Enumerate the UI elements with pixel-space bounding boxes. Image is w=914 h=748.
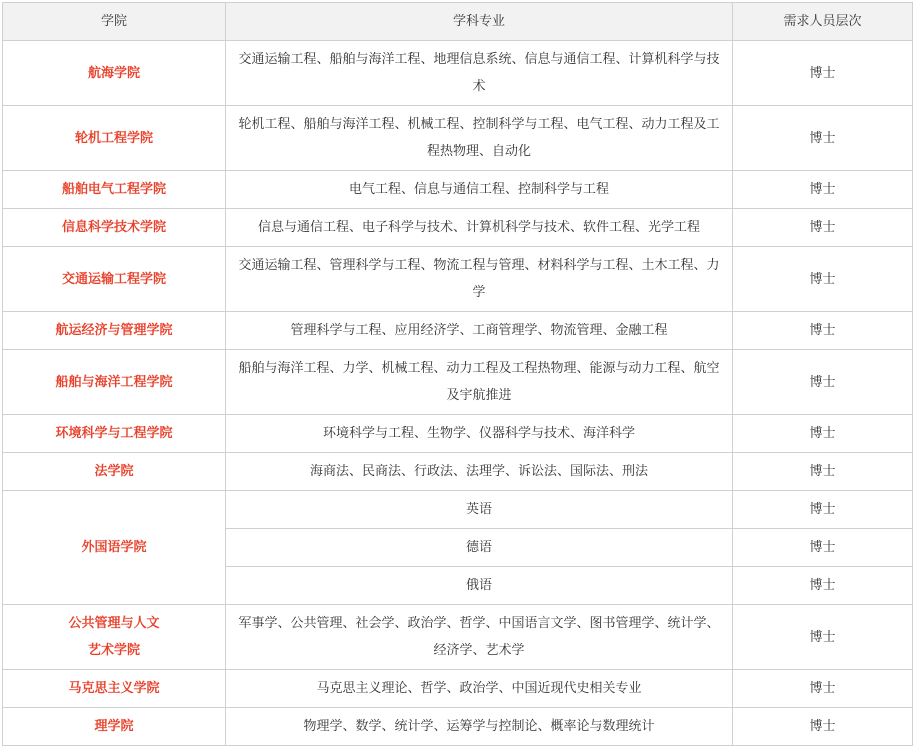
major-cell: 交通运输工程、船舶与海洋工程、地理信息系统、信息与通信工程、计算机科学与技术 xyxy=(226,41,733,106)
major-cell: 军事学、公共管理、社会学、政治学、哲学、中国语言文学、图书管理学、统计学、经济学、艺术学 xyxy=(226,605,733,670)
table-row xyxy=(3,312,913,350)
header-major: 学科专业 xyxy=(226,3,733,41)
level-cell: 博士 xyxy=(733,106,913,171)
recruitment-table xyxy=(2,2,913,746)
major-cell: 管理科学与工程、应用经济学、工商管理学、物流管理、金融工程 xyxy=(226,312,733,350)
college-cell: 航运经济与管理学院 xyxy=(3,312,226,350)
table-row xyxy=(3,171,913,209)
major-cell: 海商法、民商法、行政法、法理学、诉讼法、国际法、刑法 xyxy=(226,453,733,491)
college-cell: 交通运输工程学院 xyxy=(3,247,226,312)
level-cell: 博士 xyxy=(733,209,913,247)
table-row xyxy=(3,453,913,491)
level-cell: 博士 xyxy=(733,312,913,350)
college-cell xyxy=(3,605,226,670)
college-cell: 马克思主义学院 xyxy=(3,670,226,708)
major-cell: 英语 xyxy=(226,491,733,529)
college-line: 公共管理与人文 xyxy=(68,616,160,631)
major-cell: 德语 xyxy=(226,529,733,567)
level-cell: 博士 xyxy=(733,567,913,605)
college-cell: 法学院 xyxy=(3,453,226,491)
level-cell: 博士 xyxy=(733,529,913,567)
table-row xyxy=(3,247,913,312)
header-college: 学院 xyxy=(3,3,226,41)
college-cell: 航海学院 xyxy=(3,41,226,106)
major-cell: 信息与通信工程、电子科学与技术、计算机科学与技术、软件工程、光学工程 xyxy=(226,209,733,247)
header-level: 需求人员层次 xyxy=(733,3,913,41)
level-cell: 博士 xyxy=(733,670,913,708)
college-cell: 船舶电气工程学院 xyxy=(3,171,226,209)
level-cell: 博士 xyxy=(733,41,913,106)
major-cell: 船舶与海洋工程、力学、机械工程、动力工程及工程热物理、能源与动力工程、航空及宇航推进 xyxy=(226,350,733,415)
level-cell: 博士 xyxy=(733,605,913,670)
level-cell: 博士 xyxy=(733,708,913,746)
college-cell: 外国语学院 xyxy=(3,491,226,605)
level-cell: 博士 xyxy=(733,491,913,529)
major-cell: 电气工程、信息与通信工程、控制科学与工程 xyxy=(226,171,733,209)
college-cell: 信息科学技术学院 xyxy=(3,209,226,247)
level-cell: 博士 xyxy=(733,350,913,415)
table-row xyxy=(3,106,913,171)
college-line: 艺术学院 xyxy=(87,643,140,658)
level-cell: 博士 xyxy=(733,247,913,312)
college-cell: 轮机工程学院 xyxy=(3,106,226,171)
table-row xyxy=(3,41,913,106)
table-row xyxy=(3,605,913,670)
major-cell: 环境科学与工程、生物学、仪器科学与技术、海洋科学 xyxy=(226,415,733,453)
level-cell: 博士 xyxy=(733,171,913,209)
level-cell: 博士 xyxy=(733,453,913,491)
table-row xyxy=(3,415,913,453)
header-row xyxy=(3,3,913,41)
table-row xyxy=(3,491,913,529)
table-row xyxy=(3,350,913,415)
table-row xyxy=(3,209,913,247)
college-cell: 理学院 xyxy=(3,708,226,746)
table-row xyxy=(3,670,913,708)
level-cell: 博士 xyxy=(733,415,913,453)
major-cell: 轮机工程、船舶与海洋工程、机械工程、控制科学与工程、电气工程、动力工程及工程热物理、自动化 xyxy=(226,106,733,171)
college-cell: 环境科学与工程学院 xyxy=(3,415,226,453)
major-cell: 马克思主义理论、哲学、政治学、中国近现代史相关专业 xyxy=(226,670,733,708)
major-cell: 俄语 xyxy=(226,567,733,605)
major-cell: 物理学、数学、统计学、运筹学与控制论、概率论与数理统计 xyxy=(226,708,733,746)
college-cell: 船舶与海洋工程学院 xyxy=(3,350,226,415)
major-cell: 交通运输工程、管理科学与工程、物流工程与管理、材料科学与工程、土木工程、力学 xyxy=(226,247,733,312)
table-row xyxy=(3,708,913,746)
